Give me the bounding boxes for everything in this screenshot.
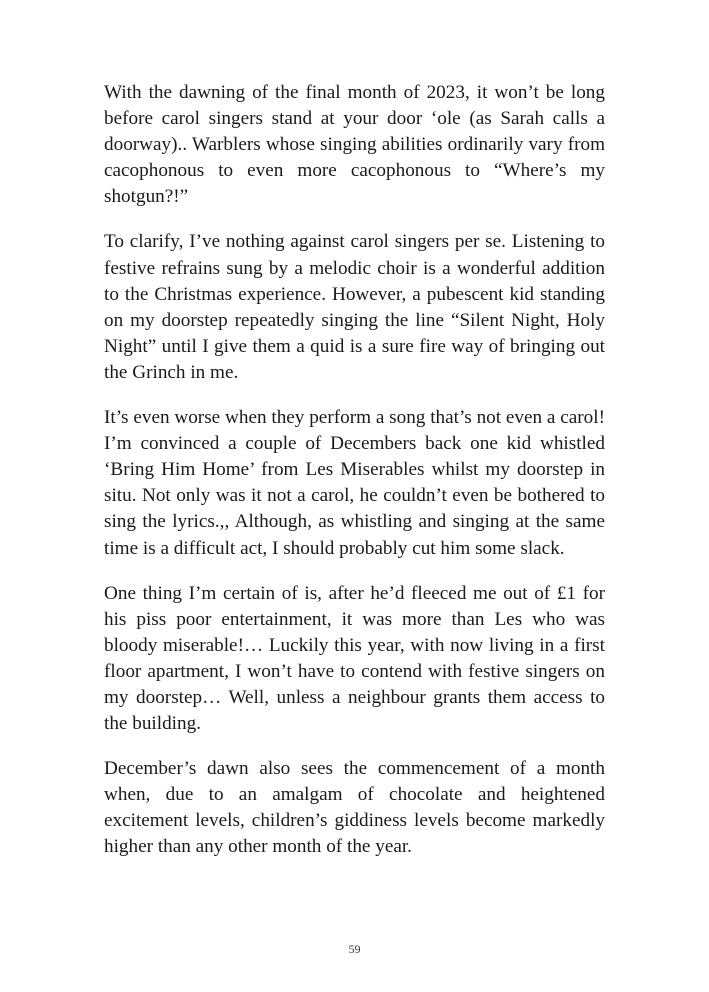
paragraph-5: December’s dawn also sees the commencement of a month when, due to an amalgam of chocolate and heightened excitement levels, children’s giddiness levels become markedly higher than any other month of the year.	[104, 758, 605, 858]
body-text	[104, 80, 605, 880]
page-number: 59	[348, 942, 361, 956]
paragraph-1: With the dawning of the final month of 2023, it won’t be long before carol singers stand at your door ‘ole (as Sarah calls a doorway).. Warblers whose singing abilities ordinarily vary from cacophonous to even more cacophonous to “Where’s my shotgun?!”	[104, 82, 605, 208]
paragraph-2: To clarify, I’ve nothing against carol singers per se. Listening to festive refrains sung by a melodic choir is a wonderful addition to the Christmas experience. However, a pubescent kid standing on my doorstep repeatedly singing the line “Silent Night, Holy Night” until I give them a quid is a sure fire way of bringing out the Grinch in me.	[104, 231, 605, 383]
paragraph-4: One thing I’m certain of is, after he’d fleeced me out of £1 for his piss poor entertainment, it was more than Les who was bloody miserable!… Luckily this year, with now living in a first floor apartment, I won’t have to contend with festive singers on my doorstep… Well, unless a neighbour grants them access to the building.	[104, 582, 605, 735]
paragraph-3: It’s even worse when they perform a song that’s not even a carol! I’m convinced a couple of Decembers back one kid whistled ‘Bring Him Home’ from Les Miserables whilst my doorstep in situ. Not only was it not a carol, he couldn’t even be bothered to sing the lyrics.,, Although, as whistling and singing at the same time is a difficult act, I should probably cut him some slack.	[104, 407, 605, 559]
